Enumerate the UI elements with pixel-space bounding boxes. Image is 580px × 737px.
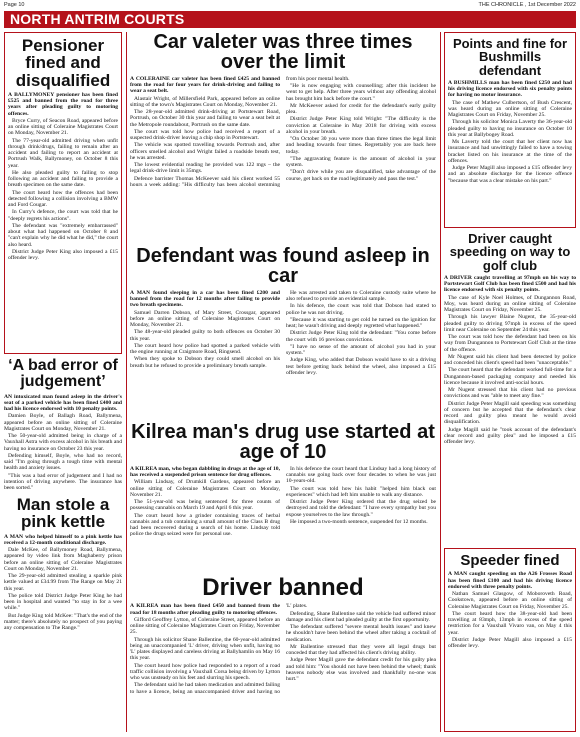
folio-line [4,2,576,10]
story-paragraph: He imposed a two-month sentence, suspended for 12 months. [290,518,428,525]
story-paragraph: District Judge Peter Magill also imposed a £15 offender levy. [448,636,572,650]
story-paragraph: "He is now engaging with counselling; after this incident he went to get help. After three years without any offending alcohol has brought him back before the court." [286,83,436,102]
headline: Kilrea man's drug use started at age of 10 [131,422,435,464]
story-paragraph: The defendant said he had taken medication and admitted failing to have a licence, being an unaccompanied driver and having no 'L' plates. [130,603,308,695]
story-paragraph: The court was told how his habit "helped him black out experiences" which had left him unable to walk any distance. [286,485,436,498]
page-number: Page 10 [4,2,25,8]
story-standfirst: AN intoxicated man found asleep in the driver's seat of a parked vehicle has been fined £400 and had his licence endorsed with 10 penalty points. [4,393,122,413]
story-body [130,466,436,538]
story-paragraph: The defendant suffered "severe mental health issues" and knew he shouldn't have been behind the wheel after taking a cocktail of medication. [286,624,436,643]
story-paragraph: Judge Peter Magill also imposed a £15 offender levy and an absolute discharge for the licence offence "because that was a clear mistake on his part." [448,165,572,184]
story-pensioner [4,32,122,354]
story-paragraph: Defending himself, Boyle, who had no record, said "I'm going through a tough time with mental health and anxiety issues. [4,452,122,472]
story-standfirst: A MAN caught speeding on the A26 Frosses Road has been fined £100 and had his driving licence endorsed with three penalty points. [448,571,572,590]
story-paragraph: The 77-year-old admitted driving when unfit through drink/drugs, failing to remain after an accident and failing to report an accident at Portrush Walk, Ballymoney, on October 8 this year. [8,137,118,169]
story-paragraph: Mr Nugent said his client had been detected by police and conceded his client's speed had been "unacceptable." [444,353,576,366]
section-title: NORTH ANTRIM COURTS [10,11,185,27]
story-paragraph: The 48-year-old pleaded guilty to both offences on October 30 this year. [130,329,280,342]
story-valeter [130,32,436,242]
story-speeder [444,548,576,732]
story-judgement [4,358,122,492]
story-paragraph: The court heard how police had responded to a report of a road traffic collision involving a Vauxhall Corsa being driven by Lytton who was unsteady on his feet and slurring his speech. [130,662,280,682]
story-paragraph: District Judge Peter Magill said speeding was something of concern but he accepted that the defendant's clear record and guilty plea meant he would avoid disqualification. [444,400,576,426]
story-kilrea [130,422,436,572]
story-paragraph: Judge Peter Magill gave the defendant credit for his guilty plea and told him: "You should not have been behind the wheel; thank heavens nobody else was involved and thankfully no-one was hurt." [286,657,436,683]
headline: Car valeter was three times over the limit [153,32,413,74]
story-standfirst: A KILREA man, who began dabbling in drugs at the age of 10, has received a suspended prison sentence for drug offences. [130,465,280,479]
story-paragraph: Gifford Geoffrey Lytton, of Coleraine Street, appeared before an online sitting of Coleraine Magistrates Court on Friday, November 25. [130,616,280,636]
story-standfirst: A COLERAINE car valeter has been fined £425 and banned from the road for four years for drink-driving and failing to wear a seat belt. [130,75,280,95]
story-paragraph: In his defence the court heard that Lindsay had a long history of cannabis use going back over four decades to when he was just 10-years-old. [286,465,436,485]
story-paragraph: Damien Boyle, of Ballagh Road, Ballymena, appeared before an online sitting of Coleraine Magistrates Court on Monday, November 21. [4,413,122,432]
story-body [4,534,122,632]
story-paragraph: Alastair Wright, of Millersfield Park, appeared before an online sitting of the town's Magistrates Court on Monday, November 21. [130,95,280,108]
story-paragraph: Nathan Samuel Glasgow, of Moboroveth Road, Cookstown, appeared before an online sitting of Coleraine Magistrates Court on Friday, November 25. [448,591,572,610]
story-paragraph: William Lindsay, of Drumkill Gardens, appeared before an online sitting of Coleraine Magistrates Court on Monday, November 21. [130,479,280,498]
story-bushmills [444,32,576,228]
story-paragraph: The court heard that the defendant worked full-time for a Dungannon-based packaging company and needed his licence because it involved anti-social hours. [444,367,576,386]
story-paragraph: Judge King, who added that Dobson would have to sit a driving test before getting back behind the wheel, also imposed a £15 offender levy. [286,357,436,376]
story-body [130,76,436,188]
story-paragraph: Bryce Curry, of Seacon Road, appeared before an online sitting of Coleraine Magistrates Court on Monday, November 21. [8,117,118,137]
story-paragraph: Mr Ballentine stressed that they were all legal drugs but conceded that they had affected his client's driving ability. [286,643,436,657]
story-standfirst: A MAN found sleeping in a car has been fined £200 and banned from the road for 12 months after failing to provide two breath specimens. [130,289,280,309]
story-golf [444,232,576,544]
story-paragraph: Mr Nugent stressed that his client had no previous convictions and was "able to meet any fine." [444,387,576,400]
story-banned [130,576,436,732]
story-paragraph: The police told District Judge Peter King he had been in hospital and wanted "to stay in for a wee while." [4,592,122,612]
story-body [8,92,118,262]
story-paragraph: Dale McKee, of Ballymoney Road, Ballymena, appeared by video link from Maghaberry prison before an online sitting of Coleraine Magistrates Court on Monday, November 21. [4,547,122,572]
story-paragraph: Defence barrister Thomas McKeever said his client worked 55 hours a week adding: "His difficulty has been alcohol stemming from his poor mental health. [130,75,350,188]
headline: Points and fine for Bushmills defendant [452,36,568,78]
story-body [4,394,122,492]
story-paragraph: District Judge Peter King told Wright: "The difficulty is the conviction at Coleraine in May 2018 for driving with excess alcohol in your breath. [286,116,436,135]
story-paragraph: District Judge Peter King told the defendant: "You come before the court with 16 previous convictions. [286,330,436,343]
story-paragraph: "I have no sense of the amount of alcohol you had in your system." [286,343,436,357]
story-paragraph: Judge Magill said he "took account of the defendant's clear record and guilty plea" and he imposed a £15 offender levy. [444,426,576,445]
headline: Pensioner fined and disqualified [15,36,111,90]
headline: Driver caught speeding on way to golf club [449,232,571,273]
headline: ‘A bad error of judgement’ [8,358,118,391]
story-paragraph: Through his solicitor Monica Laverty the 36-year-old pleaded guilty to having no insurance on October 10 this year at Ballybogey Road. [448,119,572,138]
section-banner [4,11,576,28]
story-paragraph: But Judge King told McKee: "That's the end of the matter; there's absolutely no prospect of you paying any compensation to The Range." [4,612,122,632]
story-paragraph: The vehicle was spotted travelling towards Portrush and, after officers smelled alcohol and Wright failed a roadside breath test, he was arrested. [130,142,280,161]
story-paragraph: The case of Kyle Noel Holmes, of Dungannon Road, Moy, was heard during an online sitting of Coleraine Magistrates Court on Friday, November 25. [444,294,576,313]
story-paragraph: Mr McKeever asked for credit for the defendant's early guilty plea. [286,102,436,116]
story-kettle [4,496,122,731]
story-paragraph: The 50-year-old admitted being in charge of a Vauxhall Astra with excess alcohol in his breath and having no insurance on October 23 this year. [4,433,122,452]
story-body [448,571,572,649]
story-paragraph: District Judge Peter King also imposed a £15 offender levy. [8,248,118,262]
story-paragraph: The court heard how a grinder containing traces of herbal cannabis and a tub containing a small amount of the Class B drug had been recovered during a search of his home. Lindsay told police the drugs seized were for personal use. [130,512,280,538]
story-paragraph: In Curry's defence, the court was told that he "deeply regrets his actions". [8,209,118,222]
story-body [444,275,576,446]
story-standfirst: A KILREA man has been fined £450 and banned from the road for 18 months after pleading guilty to motoring offences. [130,603,280,616]
story-paragraph: When they spoke to Dobson they could smell alcohol on his breath but he refused to provide a preliminary breath sample. [130,356,280,369]
story-standfirst: A DRIVER caught travelling at 97mph on his way to Portstewart Golf Club has been fined £500 and had his licence endorsed with six penalty points. [444,274,576,294]
column-rule [440,32,441,732]
story-paragraph: The 51-year-old was being sentenced for three counts of possessing cannabis on March 19 and April 6 this year. [130,499,280,512]
story-paragraph: "Because it was starting to get cold he turned on the ignition for heat; he wasn't driving and deeply regretted what happened." [286,316,436,330]
story-paragraph: The court was told how police had received a report of a suspected drink-driver leaving a chip shop in Portstewart. [130,128,280,142]
story-paragraph: Through his lawyer Blaine Nugent, the 35-year-old pleaded guilty to driving 97mph in excess of the speed limit near Coleraine on September 24 this year. [444,314,576,333]
story-paragraph: The court was told how the defendant had been on his way from Dungannon to Portstewart Golf Club at the time of the offence. [444,334,576,353]
headline: Speeder fined [460,552,560,569]
edition-line: THE CHRONICLE , 1st December 2022 [478,2,576,8]
story-standfirst: A MAN who helped himself to a pink kettle has received a 12-month conditional discharge. [4,533,122,546]
story-standfirst: A BUSHMILLS man has been fined £250 and had his driving licence endorsed with six penalty points for having no motor insurance. [448,79,572,99]
story-paragraph: The lowest evidential reading he provided was 122 mgs – the legal drink-drive limit is 35mgs. [130,162,280,175]
story-paragraph: "This was a bad error of judgement and I had no intention of driving anywhere. The insurance has been sorted." [4,472,122,492]
story-paragraph: "On October 30 you were more than three times the legal limit and heading towards four times. Regrettably you are back here today. [286,136,436,155]
story-asleep [130,246,436,418]
story-body [448,80,572,184]
story-paragraph: Samuel Darren Dobson, of Mary Street, Crossgar, appeared before an online sitting of Coleraine Magistrates Court on Monday, November 21. [130,309,280,329]
story-paragraph: "Don't drive while you are disqualified, take advantage of the course, get back on the road legitimately and pass the test." [286,169,436,182]
story-paragraph: Through his solicitor Shane Ballentine, the 60-year-old admitted being an unaccompanied 'L' driver, driving when unfit, having no 'L' plates displayed and careless driving at Ballyhamlin on May 16 this year. [130,636,280,662]
story-paragraph: The defendant was "extremely embarrassed" about what had happened on October 8 and "can't explain why he did what he did," the court also heard. [8,222,118,248]
story-paragraph: District Judge Peter King ordered that the drug seized be destroyed and told the defendant: "I have every sympathy but you expose yourselves to the law through." [286,499,436,518]
story-paragraph: "The aggravating feature is the amount of alcohol in your system. [286,155,436,169]
headline: Defendant was found asleep in car [136,246,430,288]
story-paragraph: He also pleaded guilty to failing to stop following an accident and failing to provide a breath specimen on the same date. [8,169,118,189]
story-body [130,290,436,376]
story-paragraph: The 28-year-old admitted drink-driving at Portstewart Road, Portrush, on October 30 this year and failing to wear a seat belt at the Metropole roundabout, Portrush on the same date. [130,109,280,128]
story-paragraph: The court heard how police had spotted a parked vehicle with the engine running at Craigmore Road, Ringsend. [130,342,280,356]
column-rule [126,32,127,732]
story-paragraph: Defending, Shane Ballentine said the vehicle had suffered minor damage and his client had pleaded guilty at the first opportunity. [286,610,436,623]
headline: Man stole a pink kettle [16,496,110,532]
story-paragraph: Ms Laverty told the court that her client now has insurance and had unwittingly failed to have a towing bracket listed on his insurance at the time of the offences. [448,139,572,164]
story-paragraph: The court heard how the 38-year-old had been travelling at 83mph, 13mph in excess of the speed restriction for a Vauxhall Vivaro van, on May 4 this year. [448,610,572,636]
story-standfirst: A BALLYMONEY pensioner has been fined £525 and banned from the road for three years after pleading guilty to motoring offences. [8,91,118,117]
story-body [130,603,436,695]
story-paragraph: The case of Mathew Culbertson, of Bush Crescent, was heard during an online sitting of Coleraine Magistrates Court on Friday, November 25. [448,99,572,118]
headline: Driver banned [202,576,364,601]
story-paragraph: The court heard how the offences had been detected following a collision involving a BMW and Ford Cougar. [8,189,118,209]
story-paragraph: The 29-year-old admitted stealing a sparkle pink kettle valued at £34.99 from The Range on May 21 this year. [4,573,122,592]
story-paragraph: He was arrested and taken to Coleraine custody suite where he also refused to provide an evidential sample. [286,289,436,303]
story-paragraph: In his defence, the court was told that Dobson had stated to police he was not driving. [286,303,436,316]
